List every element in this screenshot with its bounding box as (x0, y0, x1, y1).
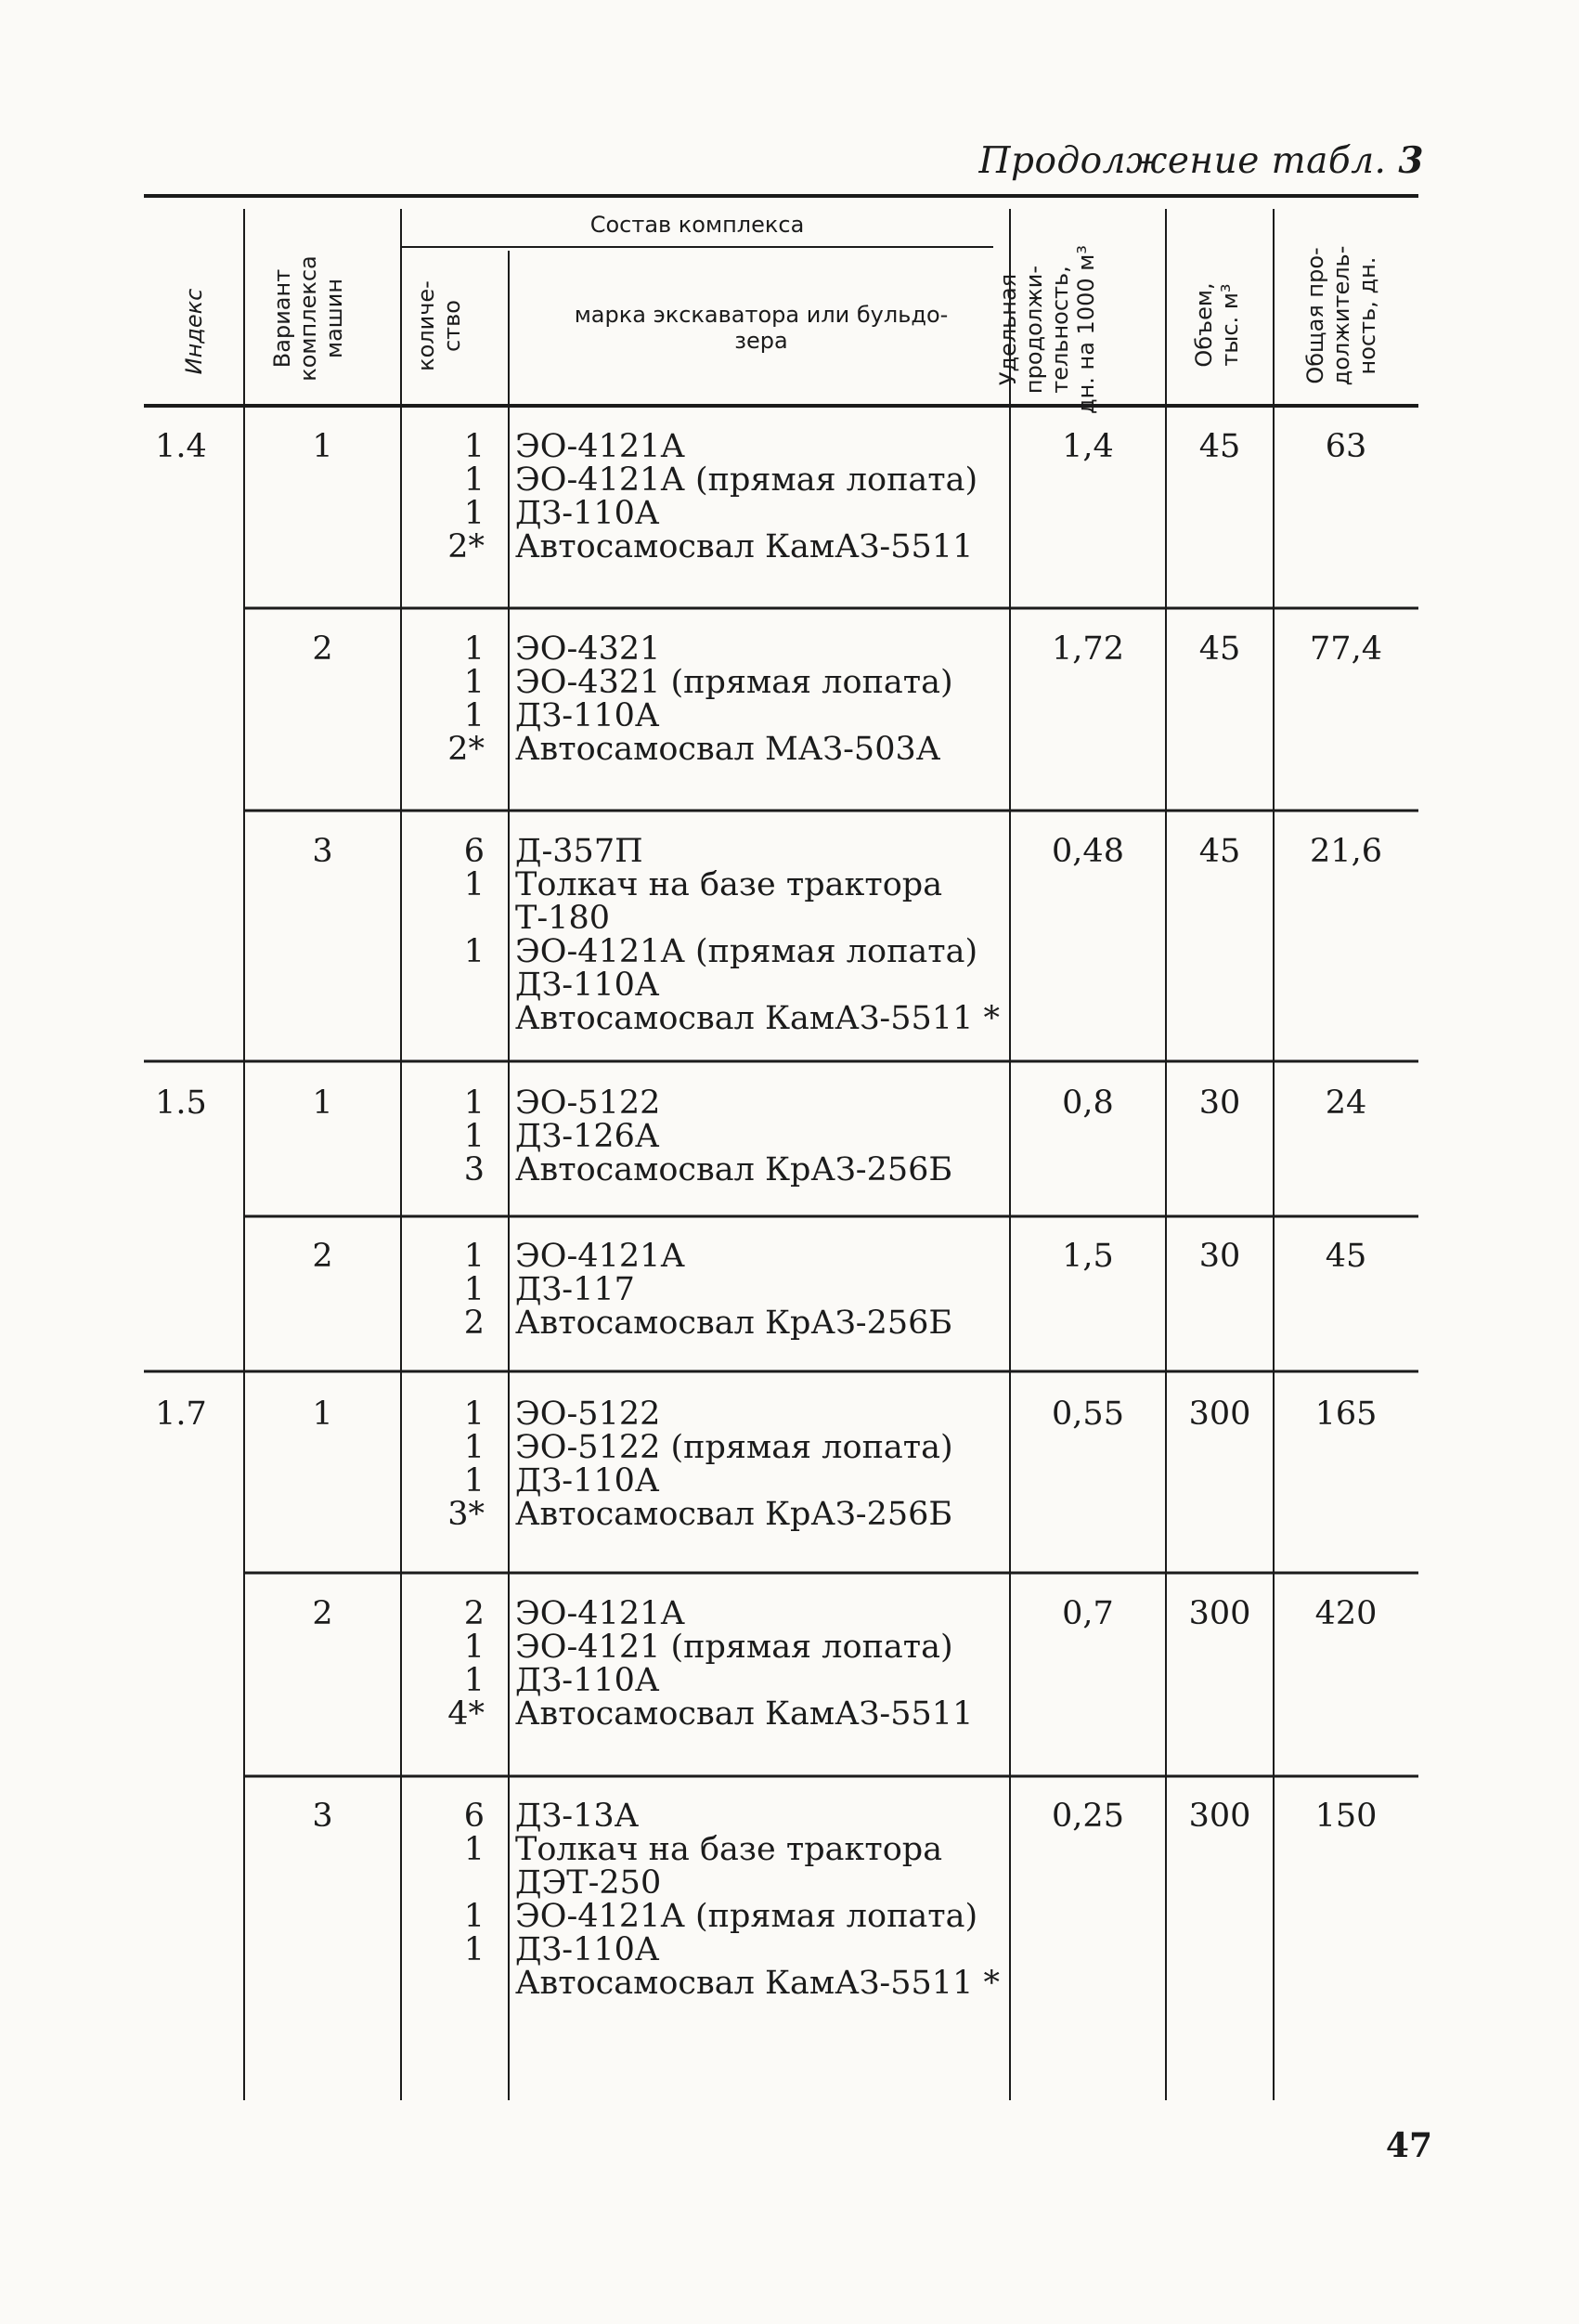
quantity-value: 1 (463, 697, 485, 734)
quantity-value: 2 (463, 1305, 485, 1342)
table-number: 3 (1398, 139, 1424, 182)
quantity-value: 1 (463, 1396, 485, 1433)
machine-name: Толкач на базе трактора (515, 1831, 943, 1868)
machine-name: Автосамосвал КамАЗ-5511 (515, 528, 974, 565)
row-duration: 0,25 (1052, 1798, 1124, 1835)
machine-name: ДЗ-126А (515, 1118, 660, 1155)
quantity-value: 1 (463, 1662, 485, 1699)
machine-name: Толкач на базе трактора (515, 866, 943, 903)
row-volume: 30 (1198, 1238, 1241, 1275)
machine-name: ДЭТ-250 (515, 1864, 662, 1902)
machine-name: Автосамосвал МАЗ-503А (515, 731, 941, 768)
machine-name: ДЗ-110А (515, 967, 660, 1004)
machine-name: ЭО-4121А (прямая лопата) (515, 461, 978, 499)
quantity-value: 3* (447, 1496, 485, 1533)
row-volume: 45 (1198, 833, 1241, 870)
row-total: 45 (1325, 1238, 1367, 1275)
quantity-value: 1 (463, 1238, 485, 1275)
row-duration: 0,8 (1062, 1084, 1114, 1122)
row-volume: 300 (1188, 1396, 1251, 1433)
machine-name: ЭО-4121А (прямая лопата) (515, 1898, 978, 1935)
row-variant: 3 (312, 1798, 333, 1835)
row-index: 1.7 (155, 1396, 207, 1433)
quantity-value: 1 (463, 1462, 485, 1500)
row-total: 150 (1314, 1798, 1378, 1835)
row-volume: 45 (1198, 630, 1241, 668)
row-total: 24 (1325, 1084, 1367, 1122)
row-duration: 0,48 (1052, 833, 1124, 870)
machine-name: ЭО-4121А (515, 1595, 685, 1632)
row-variant: 1 (312, 428, 333, 465)
machine-name: ЭО-4121А (515, 428, 685, 465)
quantity-value: 2* (447, 528, 485, 565)
row-index: 1.4 (155, 428, 207, 465)
row-variant: 2 (312, 630, 333, 668)
machine-name: Автосамосвал КамАЗ-5511 * (515, 1000, 1000, 1037)
row-volume: 45 (1198, 428, 1241, 465)
machine-name: ДЗ-117 (515, 1271, 635, 1308)
quantity-value (436, 902, 485, 935)
quantity-value: 3 (463, 1151, 485, 1188)
row-machine-list (515, 1397, 953, 1531)
row-variant: 3 (312, 833, 333, 870)
row-variant: 2 (312, 1238, 333, 1275)
row-quantity-list (436, 835, 485, 1035)
row-duration: 1,4 (1062, 428, 1114, 465)
quantity-value: 1 (463, 428, 485, 465)
header-duration: Удельная продолжи- тельность, дн. на 1000 м³ (995, 245, 1099, 415)
row-duration: 1,72 (1052, 630, 1124, 668)
machine-name: ДЗ-110А (515, 1462, 660, 1500)
quantity-value: 1 (463, 1931, 485, 1968)
machine-name: ЭО-5122 (515, 1396, 661, 1433)
machine-name: Т-180 (515, 900, 610, 937)
header-quantity: количе- ство (413, 280, 465, 371)
machine-name: Д-357П (515, 833, 643, 870)
row-quantity-list (436, 1240, 485, 1340)
machine-name: ЭО-5122 (515, 1084, 661, 1122)
row-quantity-list (436, 430, 485, 564)
machine-name: Автосамосвал КрАЗ-256Б (515, 1496, 953, 1533)
header-variant: Вариант комплекса машин (269, 255, 347, 382)
quantity-value (436, 968, 485, 1002)
row-total: 63 (1325, 428, 1367, 465)
row-machine-list (515, 430, 977, 564)
quantity-value: 2 (463, 1595, 485, 1632)
quantity-value: 1 (463, 1898, 485, 1935)
header-brand: марка экскаватора или бульдо- зера (574, 302, 949, 354)
row-machine-list (515, 1597, 973, 1731)
row-quantity-list (436, 1799, 485, 2000)
quantity-value: 1 (463, 495, 485, 532)
machine-name: ДЗ-110А (515, 697, 660, 734)
quantity-value: 6 (463, 833, 485, 870)
row-volume: 30 (1198, 1084, 1241, 1122)
row-machine-list (515, 1240, 952, 1340)
row-variant: 2 (312, 1595, 333, 1632)
header-composition: Состав комплекса (589, 212, 805, 238)
row-volume: 300 (1188, 1798, 1251, 1835)
row-machine-list (515, 1086, 952, 1187)
header-total: Общая про- должитель- ность, дн. (1302, 245, 1380, 386)
machine-name: ЭО-4121 (прямая лопата) (515, 1629, 953, 1666)
row-total: 21,6 (1310, 833, 1382, 870)
quantity-value: 1 (463, 866, 485, 903)
quantity-value: 1 (463, 461, 485, 499)
machine-name: Автосамосвал КрАЗ-256Б (515, 1305, 953, 1342)
quantity-value: 1 (463, 1831, 485, 1868)
machine-name: ЭО-4321 (515, 630, 661, 668)
row-machine-list (515, 835, 1000, 1035)
row-duration: 0,7 (1062, 1595, 1114, 1632)
row-variant: 1 (312, 1396, 333, 1433)
row-duration: 1,5 (1062, 1238, 1114, 1275)
header-volume: Объем, тыс. м³ (1191, 282, 1243, 368)
quantity-value: 1 (463, 1271, 485, 1308)
row-volume: 300 (1188, 1595, 1251, 1632)
header-index: Индекс (181, 288, 207, 375)
quantity-value: 2* (447, 731, 485, 768)
quantity-value: 1 (463, 664, 485, 701)
page-number: 47 (1385, 2126, 1432, 2165)
machine-name: ДЗ-110А (515, 1931, 660, 1968)
quantity-value: 1 (463, 1429, 485, 1466)
quantity-value: 1 (463, 1084, 485, 1122)
row-total: 165 (1314, 1396, 1378, 1433)
quantity-value (436, 1866, 485, 1900)
quantity-value: 6 (463, 1798, 485, 1835)
quantity-value (436, 1967, 485, 2000)
row-machine-list (515, 632, 953, 766)
row-machine-list (515, 1799, 1000, 2000)
row-duration: 0,55 (1052, 1396, 1124, 1433)
quantity-value: 4* (447, 1695, 485, 1733)
continuation-label: Продолжение табл. (978, 140, 1387, 182)
row-quantity-list (436, 632, 485, 766)
machine-name: ДЗ-13А (515, 1798, 640, 1835)
machine-name: ЭО-4121А (прямая лопата) (515, 933, 978, 970)
quantity-value (436, 1002, 485, 1035)
row-quantity-list (436, 1086, 485, 1187)
row-index: 1.5 (155, 1084, 207, 1122)
quantity-value: 1 (463, 1629, 485, 1666)
row-quantity-list (436, 1397, 485, 1531)
machine-name: Автосамосвал КрАЗ-256Б (515, 1151, 953, 1188)
row-total: 77,4 (1310, 630, 1382, 668)
quantity-value: 1 (463, 1118, 485, 1155)
machine-name: ЭО-4121А (515, 1238, 685, 1275)
machine-name: Автосамосвал КамАЗ-5511 * (515, 1965, 1000, 2002)
row-total: 420 (1314, 1595, 1378, 1632)
quantity-value: 1 (463, 630, 485, 668)
row-variant: 1 (312, 1084, 333, 1122)
row-quantity-list (436, 1597, 485, 1731)
quantity-value: 1 (463, 933, 485, 970)
machine-name: ДЗ-110А (515, 495, 660, 532)
machine-name: ЭО-4321 (прямая лопата) (515, 664, 953, 701)
machine-name: ЭО-5122 (прямая лопата) (515, 1429, 953, 1466)
machine-name: ДЗ-110А (515, 1662, 660, 1699)
machine-name: Автосамосвал КамАЗ-5511 (515, 1695, 974, 1733)
